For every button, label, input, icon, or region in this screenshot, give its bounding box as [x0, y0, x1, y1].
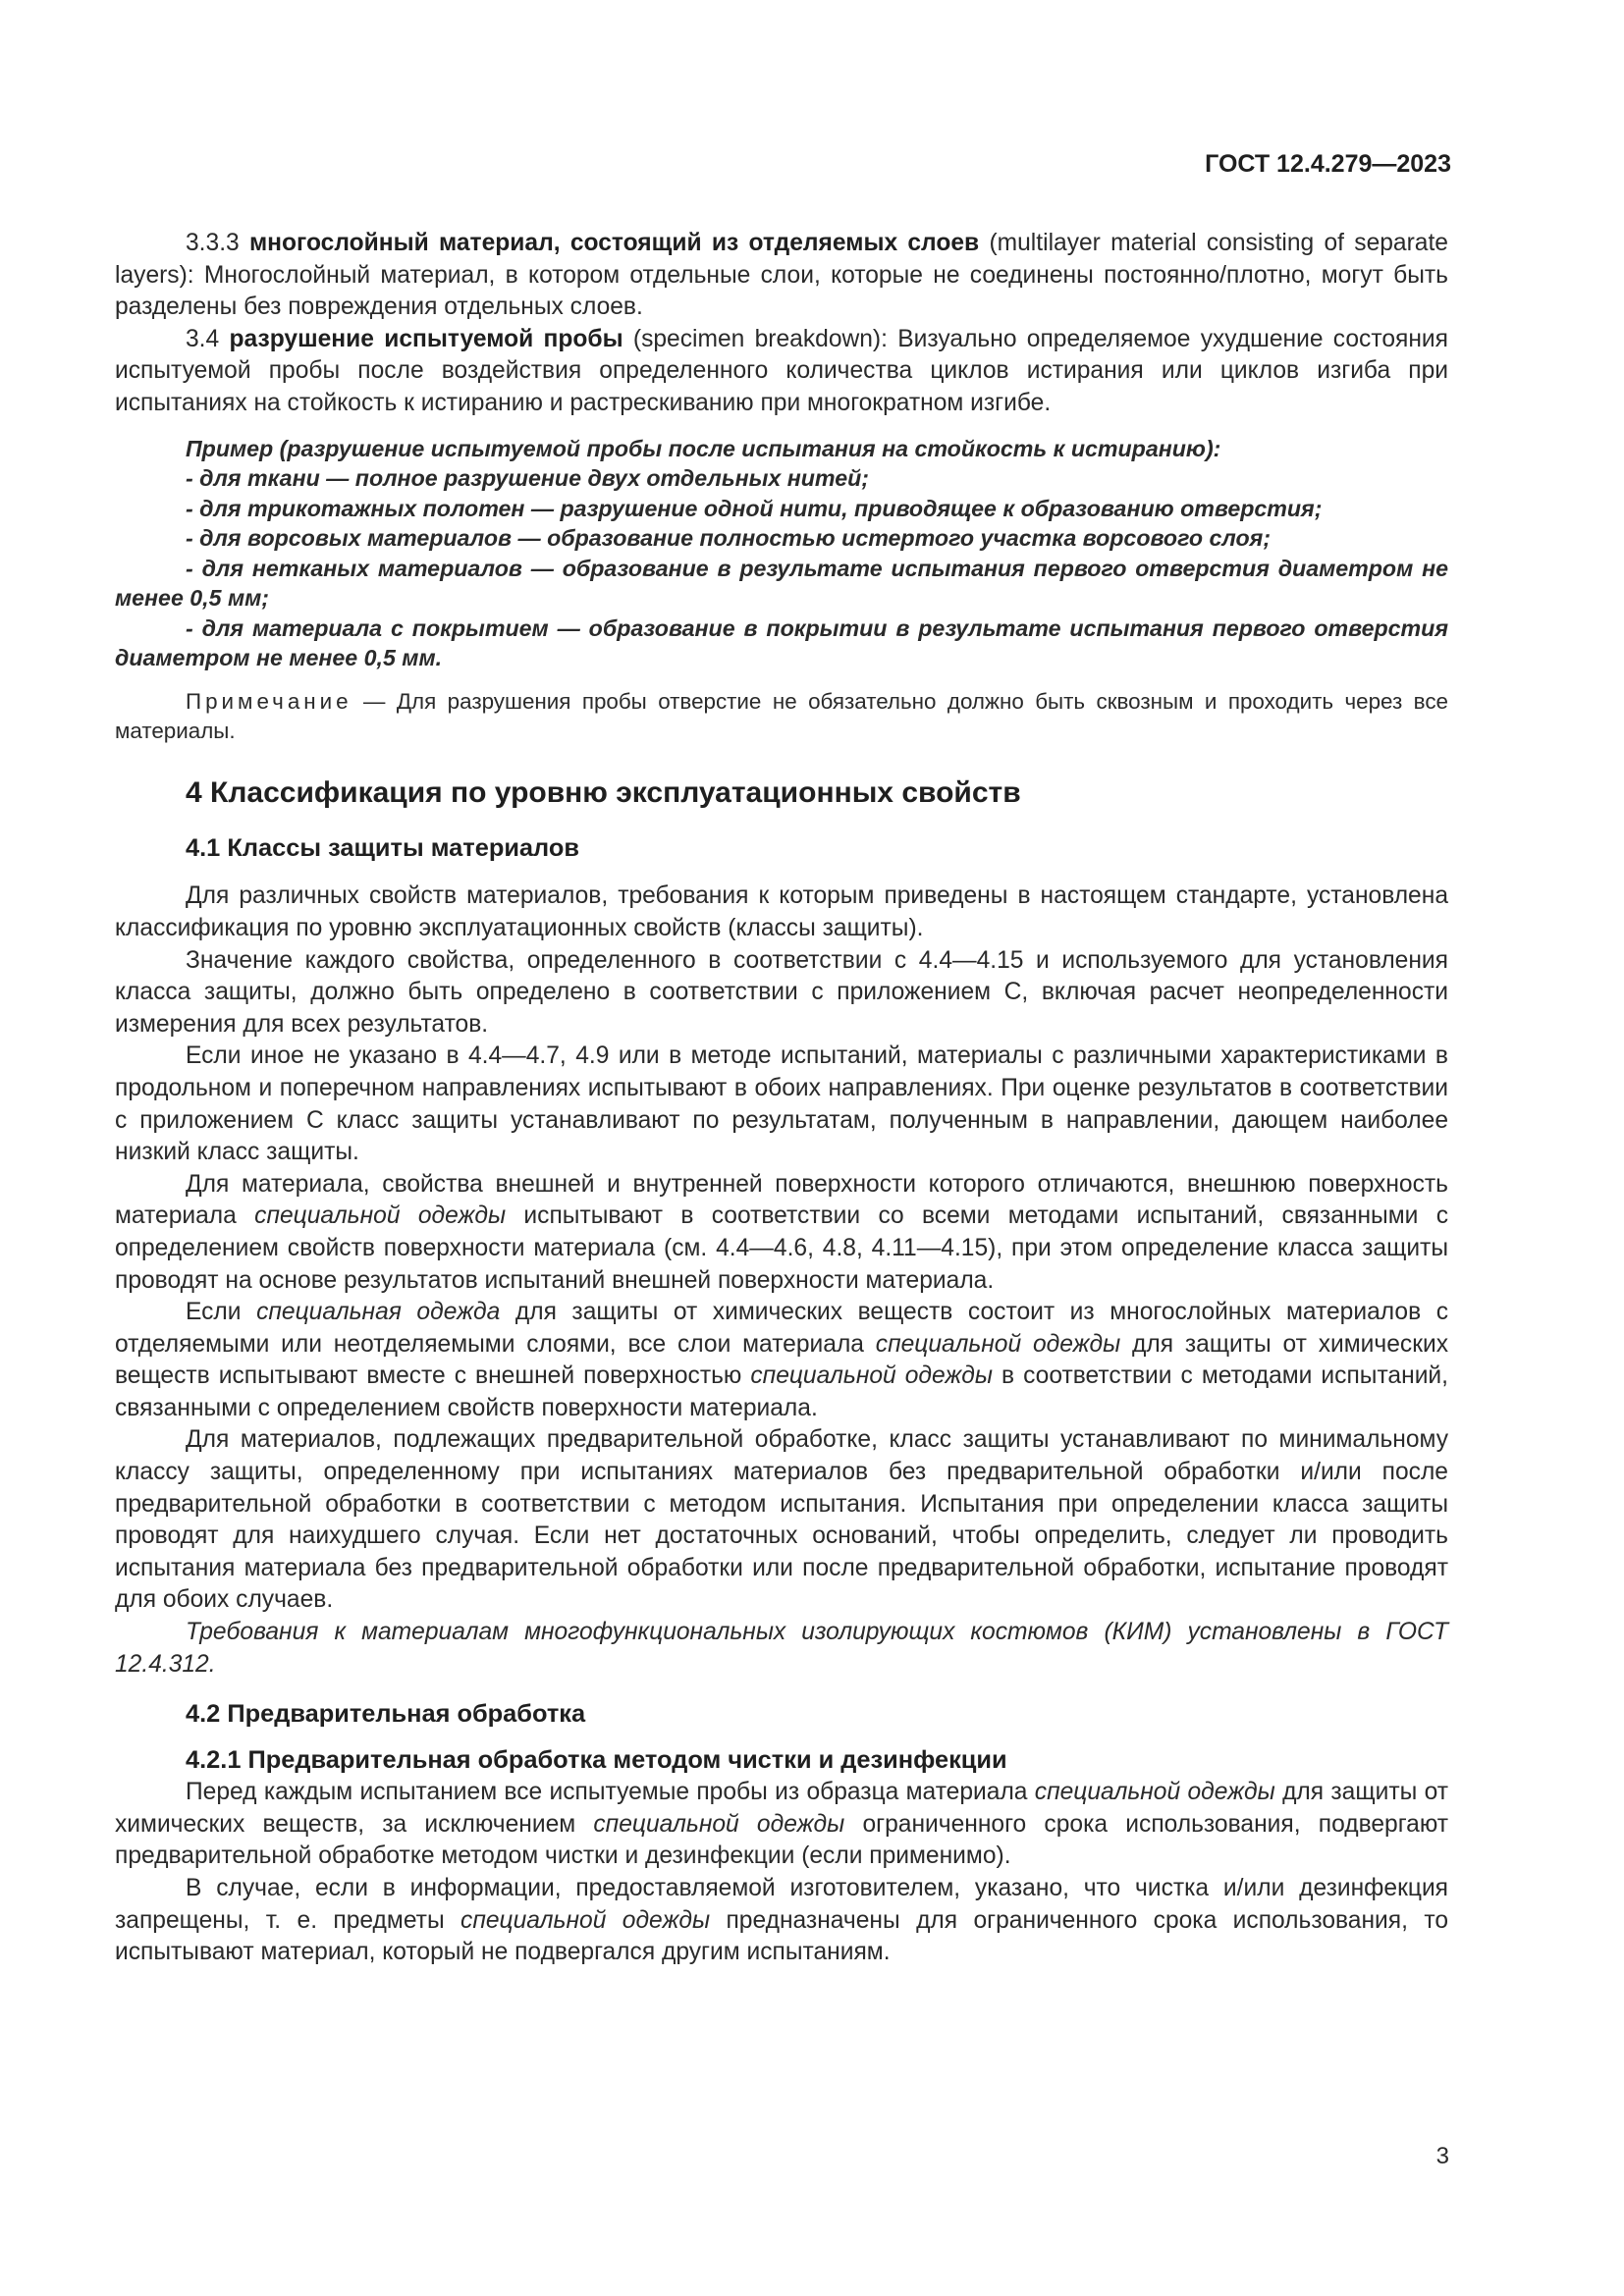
paragraph [115, 1873, 1448, 1969]
paragraph [115, 1297, 1448, 1424]
clause-text: (multilayer material consisting of separate layers): Многослойный материал, в котором отдельные слои, которые не соединены постоянно/плотно, могут быть разделены без повреждения отдельных слоев. [115, 230, 1448, 321]
note-text: — Для разрушения пробы отверстие не обязательно должно быть сквозным и проходить через все материалы. [115, 688, 1448, 743]
document-header-id: ГОСТ 12.4.279—2023 [1205, 150, 1451, 178]
paragraph [115, 1169, 1448, 1297]
example-item: - для ворсовых материалов — образование полностью истертого участка ворсового слоя; [186, 525, 1272, 552]
text-run: Если [186, 1299, 257, 1326]
example-item: - для ткани — полное разрушение двух отдельных нитей; [186, 465, 869, 492]
text-run: для защиты от химических веществ испытывают вместе с внешней поверхностью [115, 1330, 1448, 1390]
note-label: Примечание [186, 688, 352, 714]
section-heading-4-1: 4.1 Классы защиты материалов [186, 834, 579, 863]
italic-run: специальной одежды [593, 1810, 845, 1838]
clause-number: 3.3.3 [186, 230, 240, 256]
text-run: в соответствии с методами испытаний, связанными с определением свойств поверхности материала. [115, 1362, 1449, 1421]
example-block [115, 434, 1448, 673]
italic-run: специальной одежды [254, 1202, 507, 1230]
document-body [115, 228, 1448, 1969]
clause-number: 3.4 [186, 325, 220, 352]
example-title: Пример (разрушение испытуемой пробы после испытания на стойкость к истиранию): [186, 435, 1221, 461]
text-run: ограниченного срока использования, подвергают предварительной обработке методом чистки и дезинфекции (если применимо). [115, 1810, 1448, 1870]
text-run: предназначены для ограниченного срока использования, то испытывают материал, который не подвергался другим испытаниям. [115, 1906, 1449, 1966]
example-item: - для нетканых материалов — образование в результате испытания первого отверстия диаметром не менее 0,5 мм; [115, 555, 1448, 612]
text-run: В случае, если в информации, предоставляемой изготовителем, указано, что чистка и/или дезинфекция запрещены, т. е. предметы [115, 1875, 1448, 1934]
term-bold: разрушение испытуемой пробы [229, 325, 623, 352]
clause-3-4 [115, 324, 1448, 420]
clause-text: (specimen breakdown): Визуально определяемое ухудшение состояния испытуемой пробы после воздействия определенного количества циклов истирания или циклов изгиба при испытаниях на стойкость к истиранию и растрескиванию при многократном изгибе. [115, 325, 1448, 416]
paragraph [115, 1777, 1448, 1873]
text-run: испытывают в соответствии со всеми методами испытаний, связанными с определением свойств поверхности материала (см. 4.4—4.6, 4.8, 4.11—4.15), при этом определение класса защиты проводят на основе результатов испытаний внешней поверхности материала. [115, 1202, 1448, 1294]
paragraph: Для различных свойств материалов, требования к которым приведены в настоящем стандарте, установлена классификация по уровню эксплуатационных свойств (классы защиты). [115, 882, 1448, 941]
section-heading-4-2: 4.2 Предварительная обработка [186, 1700, 586, 1729]
text-run: для защиты от химических веществ состоит из многослойных материалов с отделяемыми или неотделяемыми слоями, все слои материала [115, 1299, 1448, 1358]
italic-run: специальной одежды [1034, 1779, 1275, 1806]
text-run: Для материала, свойства внешней и внутренней поверхности которого отличаются, внешнюю поверхность материала [115, 1170, 1448, 1230]
note [115, 687, 1448, 747]
italic-run: специальной одежды [875, 1330, 1121, 1358]
paragraph: Если иное не указано в 4.4—4.7, 4.9 или в методе испытаний, материалы с различными характеристиками в продольном и поперечном направлениях испытывают в обоих направлениях. При оценке результатов в соответствии с приложением С класс защиты устанавливают по результатам, полученным в направлении, дающем наиболее низкий класс защиты. [115, 1042, 1448, 1166]
paragraph-italic [115, 1617, 1448, 1681]
example-item: - для трикотажных полотен — разрушение одной нити, приводящее к образованию отверстия; [186, 495, 1323, 521]
text-run: Перед каждым испытанием все испытуемые пробы из образца материала [186, 1779, 1035, 1806]
section-heading-4: 4 Классификация по уровню эксплуатационных свойств [186, 776, 1021, 810]
italic-run: специальной одежды [750, 1362, 994, 1390]
section-heading-4-2-1: 4.2.1 Предварительная обработка методом чистки и дезинфекции [186, 1746, 1007, 1775]
paragraph: Значение каждого свойства, определенного в соответствии с 4.4—4.15 и используемого для установления класса защиты, должно быть определено в соответствии с приложением С, включая расчет неопределенности измерения для всех результатов. [115, 946, 1448, 1038]
term-bold: многослойный материал, состоящий из отделяемых слоев [248, 230, 980, 256]
italic-run: Требования к материалам многофункциональных изолирующих костюмов (КИМ) установлены в ГОСТ 12.4.312. [115, 1619, 1448, 1678]
clause-3-3-3 [115, 228, 1448, 324]
italic-run: специальная одежда [256, 1299, 501, 1326]
page-number: 3 [1435, 2143, 1449, 2169]
example-item: - для материала с покрытием — образование в покрытии в результате испытания первого отверстия диаметром не менее 0,5 мм. [115, 614, 1448, 671]
text-run: для защиты от химических веществ, за исключением [115, 1779, 1448, 1838]
italic-run: специальной одежды [460, 1906, 711, 1934]
paragraph: Для материалов, подлежащих предварительной обработке, класс защиты устанавливают по минимальному классу защиты, определенному при испытаниях материалов без предварительной обработки и/или после предварительной обработки в соответствии с методом испытания. Испытания при определении класса защиты проводят для наихудшего случая. Если нет достаточных оснований, чтобы определить, следует ли проводить испытания материала без предварительной обработки или после предварительной обработки, испытание проводят для обоих случаев. [115, 1426, 1448, 1614]
